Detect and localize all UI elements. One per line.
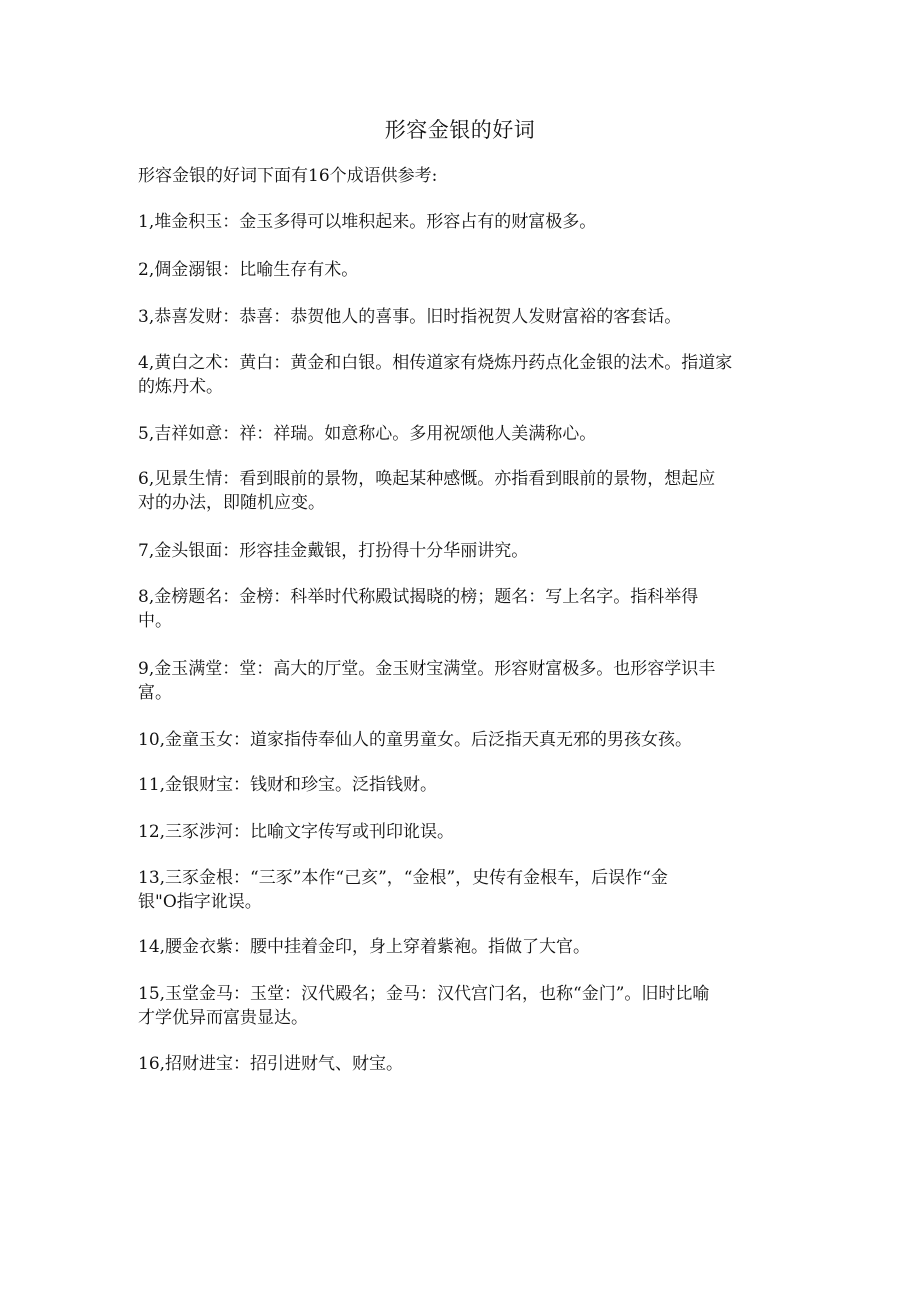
entry-line-1: 15,玉堂金马：玉堂：汉代殿名；金马：汉代宫门名，也称“金门”。旧时比喻 [138,984,710,1004]
entry-line-2: 才学优异而富贵显达。 [138,1008,308,1028]
entry-line-1: 4,黄白之术：黄白：黄金和白银。相传道家有烧炼丹药点化金银的法术。指道家 [138,353,733,373]
entry-line-2: 银"O指字讹误。 [138,892,262,912]
entry-line-1: 16,招财进宝：招引进财气、财宝。 [138,1054,404,1074]
entry-line-1: 13,三豕金根：“三豕”本作“己亥”，“金根”，史传有金根车，后误作“金 [138,868,668,888]
entry-line-1: 14,腰金衣紫：腰中挂着金印，身上穿着紫袍。指做了大官。 [138,937,591,957]
entry-line-2: 中。 [138,611,172,631]
idiom-entry-4 [138,351,778,399]
idiom-entry-14 [138,935,778,959]
idiom-entry-2 [138,258,778,282]
idiom-entry-1 [138,210,778,234]
entry-line-1: 11,金银财宝：钱财和珍宝。泛指钱财。 [138,775,438,795]
idiom-entry-15 [138,982,778,1030]
idiom-entry-9 [138,657,778,705]
idiom-entry-8 [138,585,778,633]
idiom-entry-12 [138,820,778,844]
entry-line-2: 富。 [138,683,172,703]
entry-line-1: 9,金玉满堂：堂：高大的厅堂。金玉财宝满堂。形容财富极多。也形容学识丰 [138,659,716,679]
entry-line-1: 1,堆金积玉：金玉多得可以堆积起来。形容占有的财富极多。 [138,212,597,232]
idiom-entry-3 [138,305,778,329]
entry-line-1: 10,金童玉女：道家指侍奉仙人的童男童女。后泛指天真无邪的男孩女孩。 [138,730,693,750]
entry-line-2: 的炼丹术。 [138,377,223,397]
entry-line-2: 对的办法，即随机应变。 [138,493,325,513]
idiom-entry-6 [138,467,778,515]
entry-line-1: 7,金头银面：形容挂金戴银，打扮得十分华丽讲究。 [138,541,529,561]
idiom-entry-13 [138,866,778,914]
document-title: 形容金银的好词 [384,118,536,142]
idiom-entry-11 [138,773,778,797]
entry-line-1: 2,倜金溺银：比喻生存有术。 [138,260,359,280]
entry-line-1: 6,见景生情：看到眼前的景物，唤起某种感慨。亦指看到眼前的景物，想起应 [138,469,716,489]
idiom-entry-10 [138,728,778,752]
entry-line-1: 8,金榜题名：金榜：科举时代称殿试揭晓的榜；题名：写上名字。指科举得 [138,587,699,607]
entry-line-1: 5,吉祥如意：祥：祥瑞。如意称心。多用祝颂他人美满称心。 [138,424,597,444]
entry-line-1: 3,恭喜发财：恭喜：恭贺他人的喜事。旧时指祝贺人发财富裕的客套话。 [138,307,682,327]
idiom-entry-7 [138,539,778,563]
document-intro: 形容金银的好词下面有16个成语供参考: [138,166,438,186]
idiom-entry-16 [138,1052,778,1076]
idiom-entry-5 [138,422,778,446]
entry-line-1: 12,三豕涉河：比喻文字传写或刊印讹误。 [138,822,455,842]
